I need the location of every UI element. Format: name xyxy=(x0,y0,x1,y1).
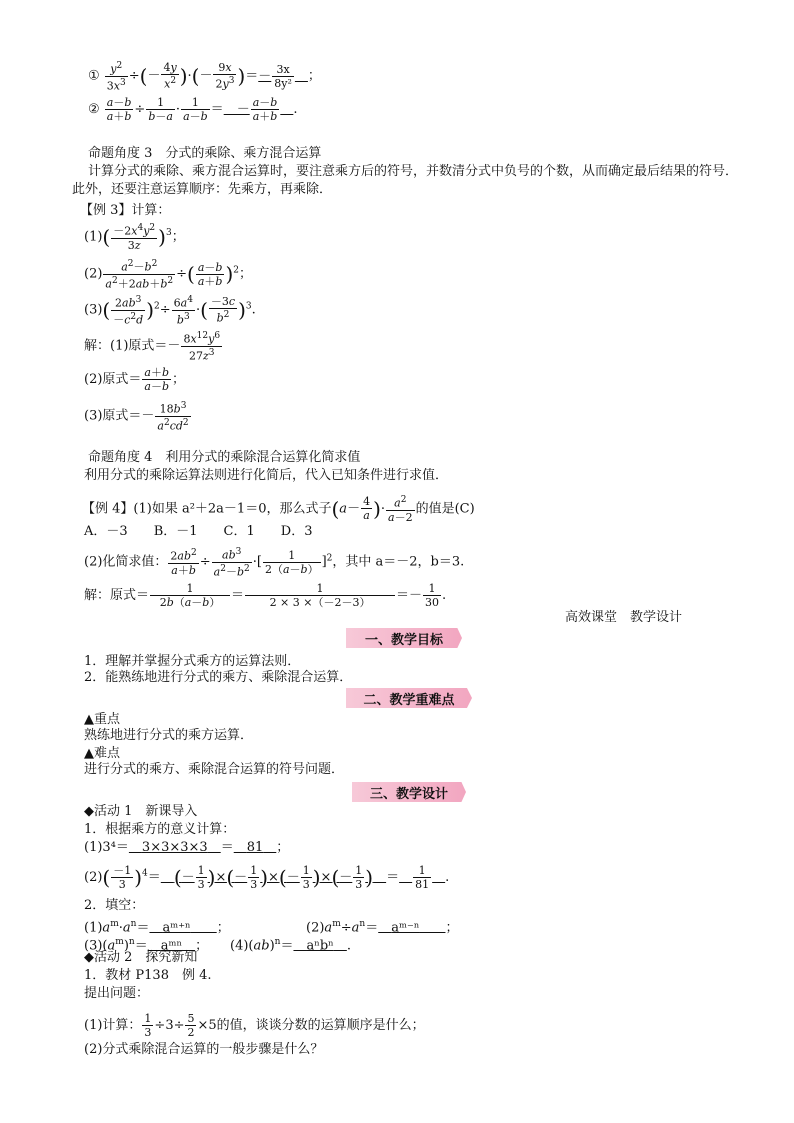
option-a: A．－3 xyxy=(84,524,128,539)
activity2-ref: 1．教材 P138 例 4. xyxy=(84,968,212,983)
option-c: C．1 xyxy=(223,524,255,539)
example4-solution: 解：原式＝ $\frac{1}{2b(a-b)}$ ＝ $\frac{1}{2 \times 3 \times(-2-3)}$ ＝－ $\frac{1}{30}$ . xyxy=(84,582,447,609)
item-mark: ① xyxy=(88,68,100,84)
result-numerator: 3x xyxy=(272,63,294,77)
item-mark: ② xyxy=(88,102,100,117)
focus-label: ▲重点 xyxy=(84,712,120,727)
angle3-title: 命题角度 3 分式的乘除、乘方混合运算 xyxy=(88,146,322,161)
activity1-q2: 2．填空： xyxy=(84,898,145,913)
activity1-q1-a: (1)3⁴＝ 3×3×3×3 ＝ 81 ； xyxy=(84,840,290,855)
section-banner-design: 三、教学设计 xyxy=(352,782,466,802)
angle3-desc: 计算分式的乘除、乘方混合运算时，要注意乘方后的符号，并数清分式中负号的个数，从而确定最后结果的符号．此外，还要注意运算顺序：先乘方，再乘除． xyxy=(72,164,739,197)
focus-text: 熟练地进行分式的乘方运算． xyxy=(84,728,254,743)
activity2-raise: 提出问题： xyxy=(84,986,150,1001)
fill-row-1b: $(2)a^m\div a^n=$ aᵐ⁻ⁿ ； xyxy=(306,919,459,936)
fill-row-2: $(3)(a^m)^n=$ aᵐⁿ ； xyxy=(84,937,209,954)
example3-q3: (3)( $\frac{2ab^3}{-c^2d}$ )$^2$÷ $\frac{6a^4}{b^3}$ ·( $\frac{-3c}{b^2}$ )$^3$. xyxy=(84,295,256,327)
example4-q2: (2)化简求值： $\frac{2ab^2}{a+b}$ ÷ $\frac{ab^3}{a^2-b^2}$ ·[ $\frac{1}{2(a-b)}$ ]$^2$，其中 a＝－2，b＝3. xyxy=(84,547,465,579)
activity1-q1-b: (2)( $\frac{-1}{3}$ )$^4$＝ (－ $\frac{1}{3}$ )×(－ $\frac{1}{3}$ )×(－ $\frac{1}{3}$ )×(－ $\frac{1}{3}$ ) ＝ $\frac{1}{81}$ . xyxy=(84,864,450,891)
option-d: D．3 xyxy=(280,524,313,539)
example4-options xyxy=(84,524,312,540)
activity1-title: ◆活动 1 新课导入 xyxy=(84,804,198,819)
difficulty-label: ▲难点 xyxy=(84,746,120,761)
difficulty-text: 进行分式的乘方、乘除混合运算的符号问题． xyxy=(84,762,345,777)
example3-q1: (1)( $\frac{-2x^4y^2}{3z}$ )$^3$； xyxy=(84,223,185,252)
activity1-q1: 1．根据乘方的意义计算： xyxy=(84,822,236,837)
activity2-title: ◆活动 2 探究新知 xyxy=(84,950,198,965)
activity2-q1: (1)计算： $\frac{1}{3}$ ÷3÷ $\frac{5}{2}$ ×5的值，谈谈分数的运算顺序是什么； xyxy=(84,1012,425,1039)
ex2-item1: ① $\frac{y^2}{3x^3}$ ÷(－ $\frac{4y}{x^2}$ )·(－ $\frac{9x}{2y^3}$ )＝－ $\frac{3x}{\text{8y²}}$ ； xyxy=(88,61,321,93)
fill-row-2b: (4)(ab)$^n$＝ aⁿbⁿ . xyxy=(230,937,351,954)
option-b: B．－1 xyxy=(153,524,198,539)
solution3-2: (2)原式＝ $\frac{a+b}{a-b}$ ； xyxy=(84,366,186,393)
goal-2: 2．能熟练地进行分式的乘方、乘除混合运算． xyxy=(84,670,353,685)
example4-q1: 【例 4】(1)如果 a²＋2a－1＝0，那么式子(a－ $\frac{4}{a}$ )· $\frac{a^2}{a-2}$ 的值是(C) xyxy=(82,495,475,524)
angle4-title: 命题角度 4 利用分式的乘除混合运算化简求值 xyxy=(88,450,361,465)
solution3-1: 解：(1)原式＝－ $\frac{8x^{12}y^6}{27z^3}$ xyxy=(84,331,221,363)
ex2-item2: ② $\frac{a-b}{a+b}$ ÷ $\frac{1}{b-a}$ · $\frac{1}{a-b}$ ＝ － $\frac{a-b}{a+b}$ . xyxy=(88,96,298,123)
angle4-desc: 利用分式的乘除运算法则进行化简后，代入已知条件进行求值． xyxy=(84,468,449,483)
example3-q2: (2) $\frac{a^2-b^2}{a^2+2ab+b^2}$ ÷( $\frac{a-b}{a+b}$ )$^2$； xyxy=(84,259,252,291)
section-banner-goals: 一、教学目标 xyxy=(346,628,462,648)
solution3-3: (3)原式＝－ $\frac{18b^3}{a^2cd^2}$ xyxy=(84,401,189,433)
activity2-q2: (2)分式乘除混合运算的一般步骤是什么？ xyxy=(84,1042,324,1057)
goal-1: 1．理解并掌握分式乘方的运算法则． xyxy=(84,654,301,669)
example3-label: 【例 3】计算： xyxy=(80,203,171,218)
fill-row-1: $(1)a^m\cdot a^n=$ aᵐ⁺ⁿ ； xyxy=(84,919,230,936)
course-header: 高效课堂 教学设计 xyxy=(565,610,683,625)
section-banner-key-points: 二、教学重难点 xyxy=(346,688,472,708)
result-denominator: 8y² xyxy=(274,76,292,90)
